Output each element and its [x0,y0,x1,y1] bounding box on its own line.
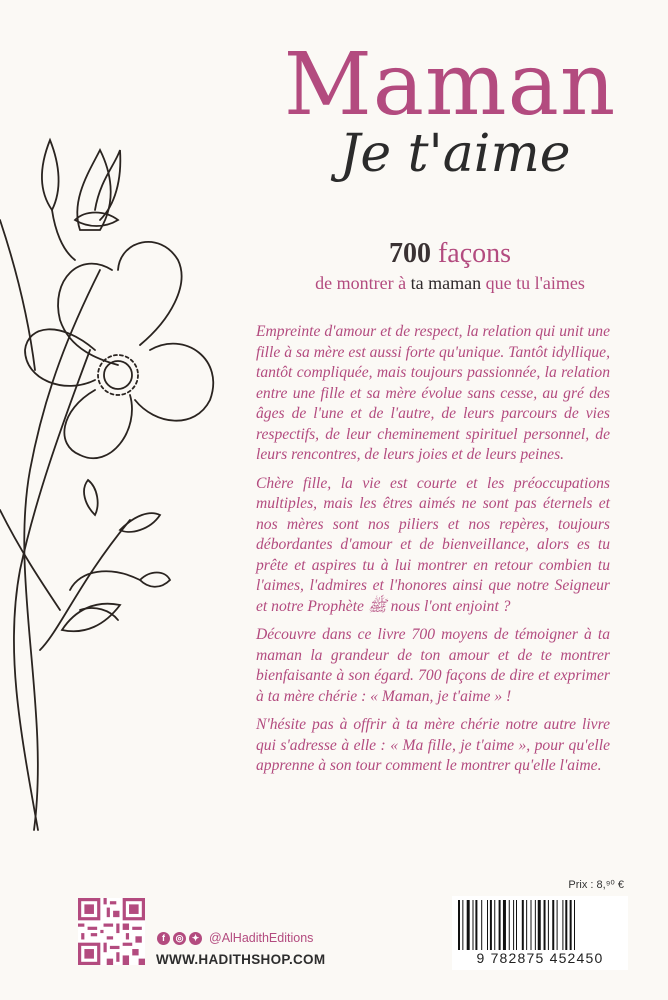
social-handle[interactable]: @AlHadithEditions [209,931,314,945]
book-title: Maman [283,35,617,135]
barcode-number: 9 782875 452450 [476,950,604,966]
instagram-icon[interactable]: ◎ [173,932,186,945]
description-paragraph: Chère fille, la vie est courte et les préoccupations multiples, mais les êtres aimés ne sont pas éternels et nos mères sont nos piliers et nos repères, toujours débordantes d'amour et de bienveillance, alors es tu prête et aspires tu à lui montrer en retour combien tu l'aimes, l'admires et l'honores ainsi que notre Seigneur et notre Prophète ﷺ nous l'ont enjoint ? [256,474,610,615]
qr-code-icon [78,898,145,965]
twitter-icon[interactable]: ✦ [189,932,202,945]
website-url[interactable]: WWW.HADITHSHOP.COM [156,952,326,967]
facebook-icon[interactable]: f [157,932,170,945]
count-number: 700 [388,238,431,269]
count-word: façons [437,238,512,269]
tagline [250,273,650,294]
barcode-bars [458,900,620,950]
book-subtitle-script: Je t'aime [339,124,571,184]
description [256,322,610,785]
description-paragraph: Découvre dans ce livre 700 moyens de témoigner à ta maman la grandeur de ton amour et de te montrer bienfaisante à son égard. 700 façons de dire et exprimer à ta mère chérie : « Maman, je t'aime » ! [256,626,610,705]
social-links [157,930,313,946]
description-paragraph: Empreinte d'amour et de respect, la relation qui unit une fille à sa mère est aussi forte qu'unique. Tantôt idyllique, tantôt compliquée, mais toujours passionnée, la relation entre une fille et sa mère évolue sans cesse, au gré des âges de l'une et de l'autre, de leurs parcours de vies respectifs, de leur cheminement spirituel personnel, de leurs rencontres, de leurs joies et de leurs peines. [256,323,610,463]
tagline-pre: de montrer à [315,273,407,293]
flower-illustration [0,110,240,840]
count-headline [250,238,650,270]
tagline-mid: ta maman [410,273,482,293]
description-paragraph: N'hésite pas à offrir à ta mère chérie notre autre livre qui s'adresse à elle : « Ma fille, je t'aime », pour qu'elle apprenne à son tour comment le montrer qu'elle l'aime. [256,716,610,774]
price-label: Prix : 8,⁹⁰ € [568,879,624,891]
tagline-post: que tu l'aimes [485,273,585,293]
barcode [452,896,628,970]
